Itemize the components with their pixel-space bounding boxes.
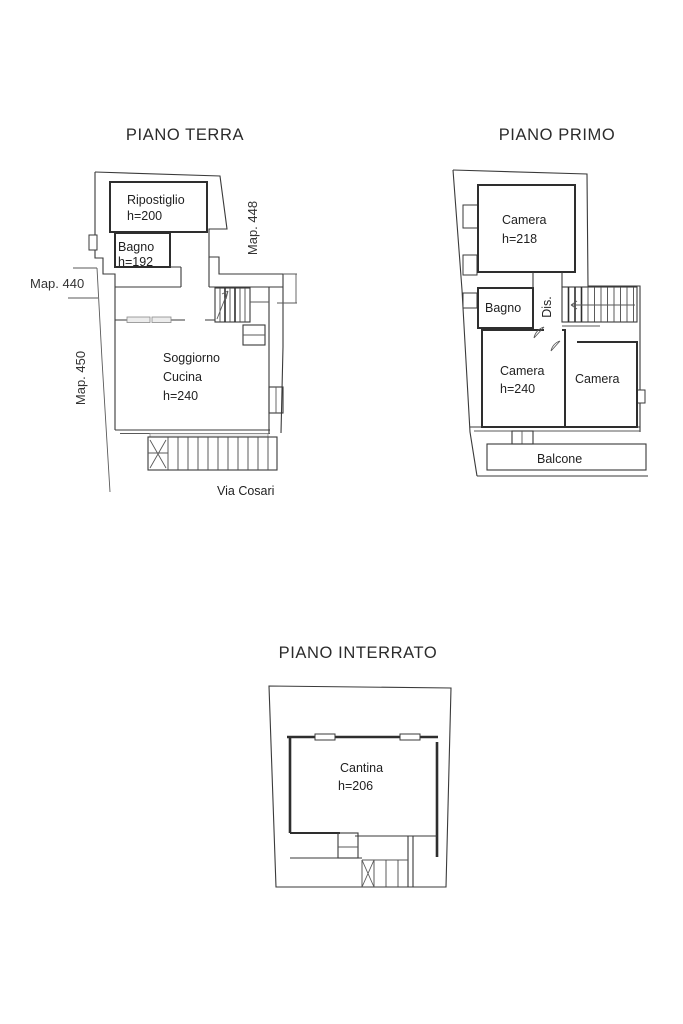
floor-plan-interrato bbox=[255, 675, 465, 900]
stair-direction-arrow bbox=[217, 291, 228, 319]
label-soggiorno: Soggiorno bbox=[163, 351, 220, 365]
label-ripostiglio-height: h=200 bbox=[127, 209, 163, 223]
interrato-stair bbox=[362, 860, 408, 887]
primo-left-pillar-1 bbox=[463, 205, 478, 228]
primo-stair bbox=[562, 287, 637, 326]
label-disimpegno: Dis. bbox=[540, 296, 554, 318]
stair-break-mark bbox=[150, 440, 166, 468]
label-balcone: Balcone bbox=[537, 452, 583, 466]
interrato-door-opening-2 bbox=[400, 734, 420, 740]
primo-left-pillar-2 bbox=[463, 255, 477, 275]
label-map-448: Map. 448 bbox=[245, 200, 260, 256]
terra-window-2 bbox=[152, 317, 171, 323]
stair-break-mark bbox=[362, 860, 374, 887]
label-cantina: Cantina bbox=[340, 761, 384, 775]
door-swing-camera-right bbox=[551, 341, 560, 351]
floor-title-primo: PIANO PRIMO bbox=[498, 126, 616, 144]
label-bagno-terra: Bagno bbox=[118, 240, 155, 254]
label-bagno-terra-height: h=192 bbox=[118, 255, 154, 269]
terra-internal-stair bbox=[215, 288, 269, 345]
label-soggiorno-height: h=240 bbox=[163, 389, 199, 403]
label-cantina-height: h=206 bbox=[338, 779, 374, 793]
primo-outer-walls bbox=[453, 170, 648, 476]
interrato-labels bbox=[338, 761, 383, 793]
room-camera-top bbox=[478, 185, 575, 272]
label-via-cosari: Via Cosari bbox=[217, 484, 275, 498]
label-camera-top-height: h=218 bbox=[502, 232, 538, 246]
floor-title-terra: PIANO TERRA bbox=[125, 126, 245, 144]
floor-title-interrato: PIANO INTERRATO bbox=[278, 644, 438, 662]
door-swing-camera-left bbox=[534, 327, 544, 338]
primo-labels bbox=[485, 213, 620, 466]
terra-exterior-stair bbox=[148, 434, 277, 471]
primo-right-window bbox=[637, 390, 645, 403]
interrato-closet bbox=[338, 833, 358, 858]
terra-left-window bbox=[89, 235, 97, 250]
terra-window-1 bbox=[127, 317, 150, 323]
interrato-inner-walls bbox=[287, 734, 438, 887]
room-camera-left bbox=[482, 330, 565, 427]
label-ripostiglio: Ripostiglio bbox=[127, 193, 185, 207]
room-ripostiglio bbox=[110, 182, 207, 232]
label-camera-right: Camera bbox=[575, 372, 620, 386]
label-cucina: Cucina bbox=[163, 370, 202, 384]
label-camera-top: Camera bbox=[502, 213, 547, 227]
interrato-door-opening-1 bbox=[315, 734, 335, 740]
label-bagno-primo: Bagno bbox=[485, 301, 522, 315]
balcony-door-threshold bbox=[512, 431, 533, 444]
floor-plan-primo bbox=[450, 160, 655, 490]
floor-plan-terra bbox=[30, 160, 300, 510]
label-map-440: Map. 440 bbox=[30, 276, 85, 291]
primo-left-pillar-3 bbox=[463, 293, 477, 308]
stair-direction-arrow bbox=[571, 301, 635, 309]
label-camera-left-height: h=240 bbox=[500, 382, 536, 396]
label-camera-left: Camera bbox=[500, 364, 545, 378]
label-map-450: Map. 450 bbox=[73, 350, 88, 406]
